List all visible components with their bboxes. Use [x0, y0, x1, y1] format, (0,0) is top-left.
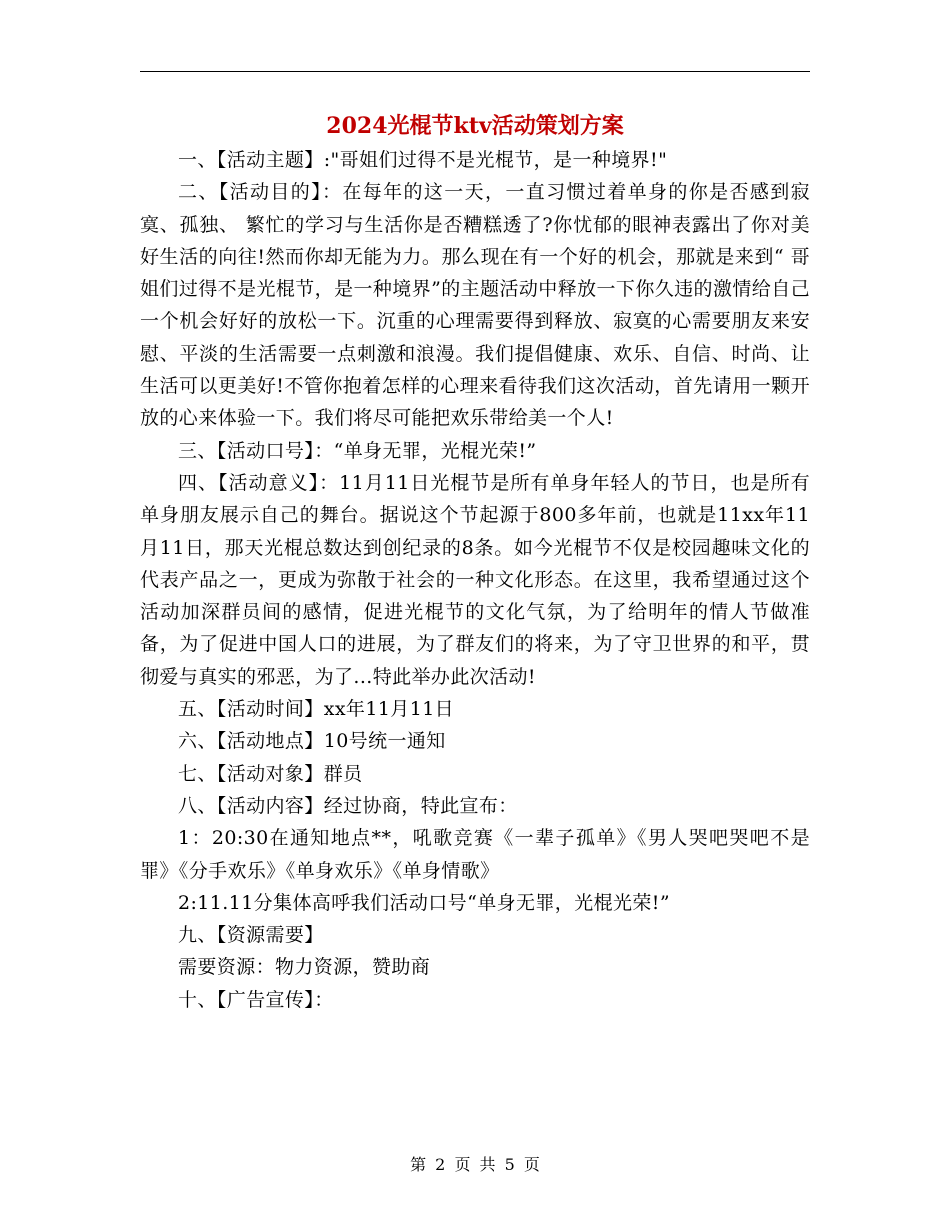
paragraph-audience: 七、【活动对象】群员 [178, 762, 363, 785]
paragraph-content: 八、【活动内容】经过协商，特此宣布： [178, 794, 518, 817]
paragraph-content-item-1: 1：20:30在通知地点**，吼歌竞赛《一辈子孤单》《男人哭吧哭吧不是罪》《分手欢乐》《单身欢乐》《单身情歌》 [140, 827, 810, 882]
paragraph-slogan: 三、【活动口号】：“单身无罪，光棍光荣!” [178, 439, 537, 462]
paragraph-significance: 四、【活动意义】：11月11日光棍节是所有单身年轻人的节日，也是所有单身朋友展示自己的舞台。据说这个节起源于800多年前，也就是11xx年11月11日，那天光棍总数达到创纪录的8条。如今光棍节不仅是校园趣味文化的代表产品之一，更成为弥散于社会的一种文化形态。在这里，我希望通过这个活动加深群员间的感情，促进光棍节的文化气氛，为了给明年的情人节做准备，为了促进中国人口的进展，为了群友们的将来，为了守卫世界的和平，贯彻爱与真实的邪恶，为了...特此举办此次活动! [140, 471, 810, 688]
paragraph-time: 五、【活动时间】xx年11月11日 [178, 698, 455, 721]
paragraph-resources: 九、【资源需要】 [178, 924, 324, 947]
paragraph-purpose: 二、【活动目的】：在每年的这一天，一直习惯过着单身的你是否感到寂寞、孤独、 繁忙的学习与生活你是否糟糕透了?你忧郁的眼神表露出了你对美好生活的向往!然而你却无能为力。那么现在有一个好的机会，那就是来到“ 哥姐们过得不是光棍节，是一种境界”的主题活动中释放一下你久违的激情给自己一个机会好好的放松一下。沉重的心理需要得到释放、寂寞的心需要朋友来安慰、平淡的生活需要一点刺激和浪漫。我们提倡健康、欢乐、自信、时尚、让生活可以更美好!不管你抱着怎样的心理来看待我们这次活动，首先请用一颗开放的心来体验一下。我们将尽可能把欢乐带给美一个人! [140, 181, 810, 430]
paragraph-resources-detail: 需要资源：物力资源，赞助商 [178, 956, 431, 979]
page-number: 第 2 页 共 5 页 [410, 1155, 540, 1174]
paragraph-theme: 一、【活动主题】:"哥姐们过得不是光棍节，是一种境界!" [178, 149, 668, 171]
document-title: 2024光棍节ktv活动策划方案 [326, 113, 624, 139]
paragraph-advertising: 十、【广告宣传】： [178, 988, 334, 1011]
header-rule [140, 71, 810, 72]
document-body [140, 144, 810, 1016]
paragraph-location: 六、【活动地点】10号统一通知 [178, 730, 446, 753]
paragraph-content-item-2: 2:11.11分集体高呼我们活动口号“单身无罪，光棍光荣!” [178, 891, 670, 914]
